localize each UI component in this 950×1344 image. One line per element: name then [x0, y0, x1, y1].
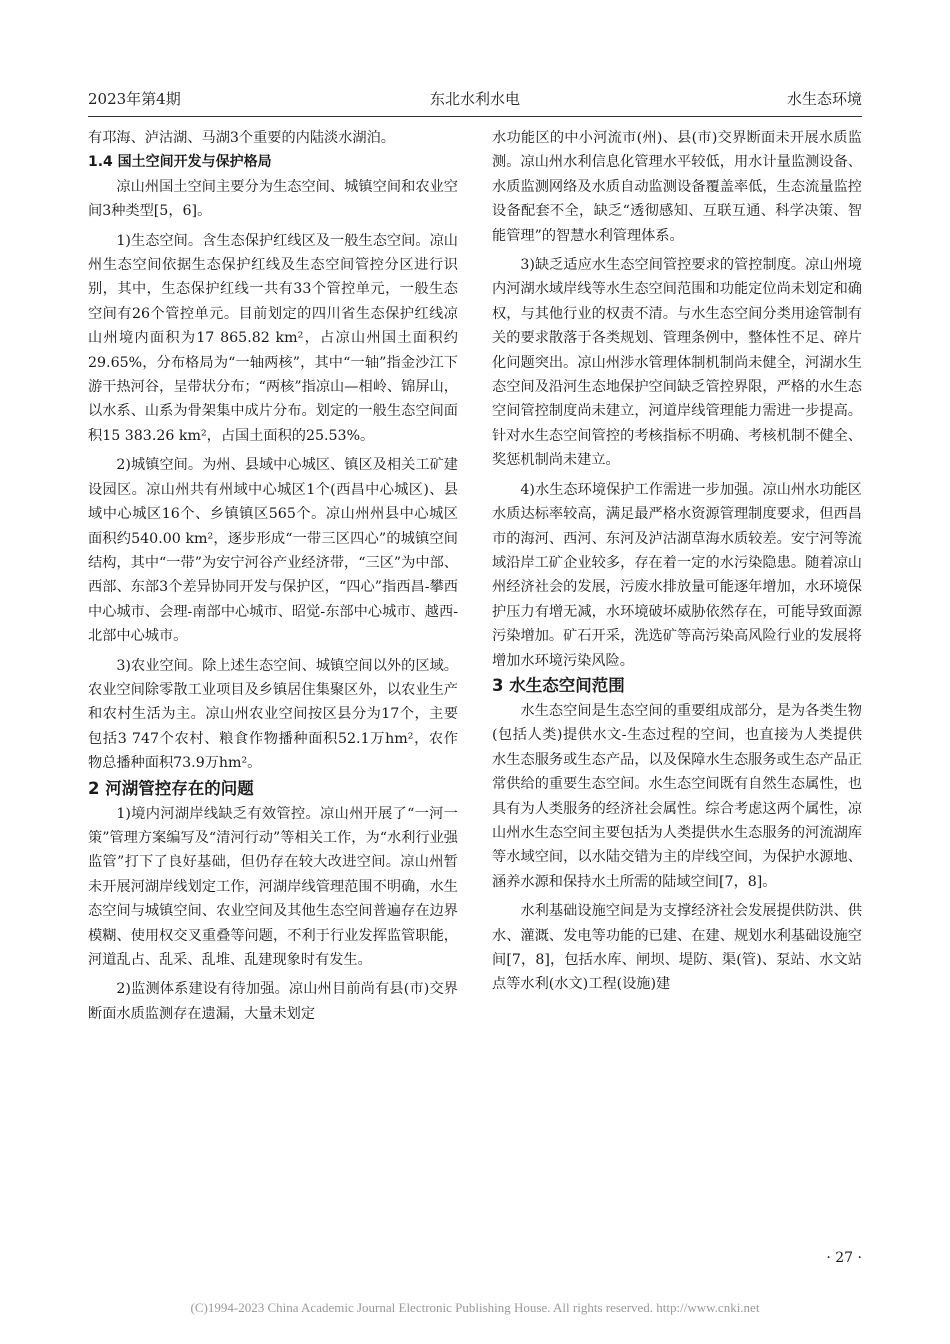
- paragraph-monitoring-system: 2)监测体系建设有待加强。凉山州目前尚有县(市)交界断面水质监测存在遗漏，大量未划定: [88, 981, 458, 1022]
- paragraph-monitoring-continued: 水功能区的中小河流市(州)、县(市)交界断面未开展水质监测。凉山州水利信息化管理水平较低，用水计量监测设备、水质监测网络及水质自动监测设备覆盖率低，生态流量监控设备配套不全，缺乏“透彻感知、互联互通、科学决策、智能管理”的智慧水利管理体系。: [492, 130, 862, 244]
- paragraph-water-infrastructure-space: 水利基础设施空间是为支撑经济社会发展提供防洪、供水、灌溉、发电等功能的已建、在建、规划水利基础设施空间[7，8]，包括水库、闸坝、堤防、渠(管)、泵站、水文站点等水利(水文)工程(设施)建: [492, 903, 862, 993]
- section-heading-3: 3 水生态空间范围: [492, 675, 625, 695]
- issue-label: 2023年第4期: [88, 90, 181, 108]
- header-rule: [88, 116, 862, 117]
- running-header: [88, 88, 862, 112]
- copyright-footer: (C)1994-2023 China Academic Journal Electronic Publishing House. All rights reserved. http://www.cnki.net: [190, 1300, 760, 1315]
- left-column: [88, 126, 458, 1026]
- paragraph-shoreline-control: 1)境内河湖岸线缺乏有效管控。凉山州开展了“一河一策”管理方案编写及“清河行动”等相关工作，为“水利行业强监管”打下了良好基础，但仍存在较大改进空间。凉山州暂未开展河湖岸线划定工作，河湖岸线管理范围不明确，水生态空间与城镇空间、农业空间及其他生态空间普遍存在边界模糊、使用权交叉重叠等问题，不利于行业发挥监管职能，河道乱占、乱采、乱堆、乱建现象时有发生。: [88, 805, 458, 968]
- paragraph-space-types: 凉山州国土空间主要分为生态空间、城镇空间和农业空间3种类型[5，6]。: [88, 178, 458, 220]
- paragraph-control-system: 3)缺乏适应水生态空间管控要求的管控制度。凉山州境内河湖水域岸线等水生态空间范围和功能定位尚未划定和确权，与其他行业的权责不清。与水生态空间分类用途管制有关的要求散落于各类规划、管理条例中，整体性不足、碎片化问题突出。凉山州涉水管理体制机制尚未健全，河湖水生态空间及沿河生态地保护空间缺乏管控界限，严格的水生态空间管控制度尚未建立，河道岸线管理能力需进一步提高。针对水生态空间管控的考核指标不明确、考核机制不健全、奖惩机制尚未建立。: [492, 257, 862, 469]
- right-column: [492, 126, 862, 997]
- journal-title: 东北水利水电: [429, 90, 520, 108]
- paragraph-environment-protection: 4)水生态环境保护工作需进一步加强。凉山州水功能区水质达标率较高，满足最严格水资源管理制度要求，但西昌市的海河、西河、东河及泸沽湖草海水质较差。安宁河等流域沿岸工矿企业较多，存在着一定的水污染隐患。随着凉山州经济社会的发展，污废水排放量可能逐年增加，水环境保护压力有增无减，水环境破坏威胁依然存在，可能导致面源污染增加。矿石开采，洗选矿等高污染高风险行业的发展将增加水环境污染风险。: [492, 481, 862, 669]
- subsection-heading-1-4: 1.4 国土空间开发与保护格局: [88, 154, 272, 171]
- paragraph-continued: 有邛海、泸沽湖、马湖3个重要的内陆淡水湖泊。: [88, 130, 395, 146]
- section-label: 水生态环境: [786, 90, 862, 108]
- page-number: · 27 ·: [826, 1250, 862, 1266]
- paragraph-urban-space: 2)城镇空间。为州、县域中心城区、镇区及相关工矿建设园区。凉山州共有州域中心城区1个(西昌中心城区)、县域中心城区16个、乡镇镇区565个。凉山州州县中心城区面积约540.00 km²，逐步形成“一带三区四心”的城镇空间结构，其中“一带”为安宁河谷产业经济带，“三区”为中部、西部、东部3个差异协同开发与保护区，“四心”指西昌-攀西中心城市、会理-南部中心城市、昭觉-东部中心城市、越西-北部中心城市。: [88, 457, 458, 645]
- paragraph-agricultural-space: 3)农业空间。除上述生态空间、城镇空间以外的区域。农业空间除零散工业项目及乡镇居住集聚区外，以农业生产和农村生活为主。凉山州农业空间按区县分为17个，主要包括3 747个农村、粮食作物播种面积52.1万hm²，农作物总播种面积73.9万hm²。: [88, 657, 458, 772]
- section-heading-2: 2 河湖管控存在的问题: [88, 778, 254, 798]
- paragraph-water-eco-space-definition: 水生态空间是生态空间的重要组成部分，是为各类生物(包括人类)提供水文-生态过程的空间，也直接为人类提供水生态服务或生态产品，以及保障水生态服务或生态产品正常供给的重要生态空间。水生态空间既有自然生态属性，也具有为人类服务的经济社会属性。综合考虑这两个属性，凉山州水生态空间主要包括为人类提供水生态服务的河流湖库等水域空间，以水陆交错为主的岸线空间，为保护水源地、涵养水源和保持水土所需的陆域空间[7，8]。: [492, 702, 862, 890]
- paragraph-ecological-space: 1)生态空间。含生态保护红线区及一般生态空间。凉山州生态空间依据生态保护红线及生态空间管控分区进行识别，其中，生态保护红线一共有33个管控单元，一般生态空间有26个管控单元。目前划定的四川省生态保护红线凉山州境内面积为17 865.82 km²，占凉山州国土面积约29.65%，分布格局为“一轴两核”，其中“一轴”指金沙江下游干热河谷，呈带状分布；“两核”指凉山—相岭、锦屏山，以水系、山系为骨架集中成片分布。划定的一般生态空间面积15 383.26 km²，占国土面积的25.53%。: [88, 232, 458, 444]
